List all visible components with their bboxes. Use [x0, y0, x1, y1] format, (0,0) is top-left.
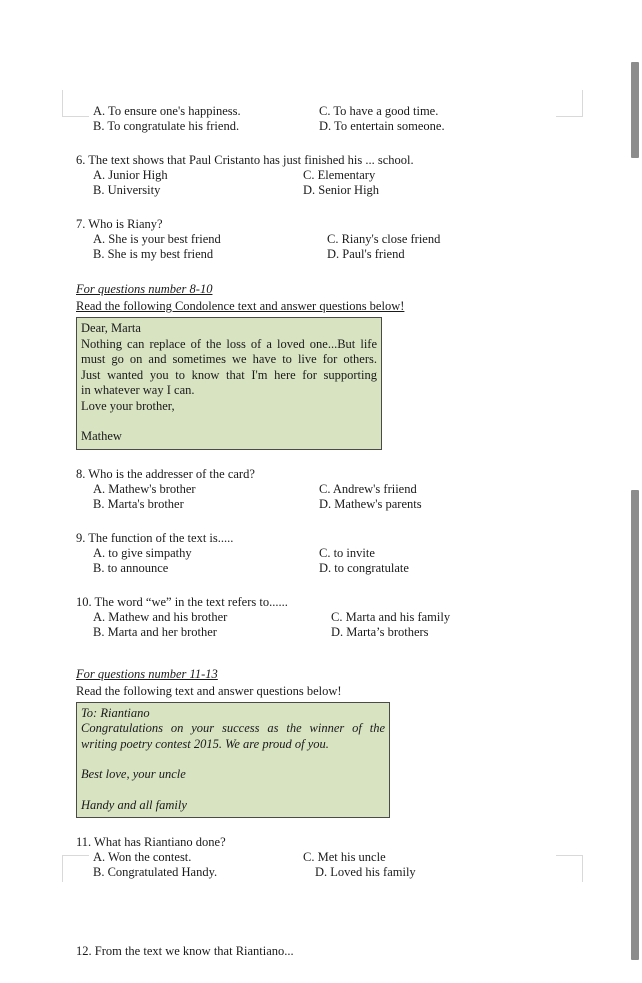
question-10-option-b[interactable]: B. Marta and her brother	[93, 624, 217, 639]
question-7-stem: 7. Who is Riany?	[76, 217, 163, 231]
question-11-block	[76, 835, 556, 880]
question-9-option-c[interactable]: C. to invite	[319, 545, 375, 560]
congratulation-card-blank-line-2	[81, 783, 385, 798]
question-11-option-a[interactable]: A. Won the contest.	[93, 850, 192, 864]
section-8-10-title: For questions number 8-10	[76, 282, 213, 296]
spacer	[76, 136, 556, 153]
congratulation-card-closing: Best love, your uncle	[81, 767, 186, 781]
condolence-card-line-5: in whatever way I can.	[81, 383, 195, 397]
section-11-13-title: For questions number 11-13	[76, 666, 218, 681]
question-12-block	[76, 944, 556, 959]
spacer	[76, 200, 556, 217]
question-9-block	[76, 531, 556, 576]
scrollbar[interactable]	[627, 0, 642, 983]
question-11-options	[76, 850, 556, 880]
question-6-option-c[interactable]: C. Elementary	[303, 168, 376, 182]
document-content	[76, 104, 556, 961]
question-6-option-d[interactable]: D. Senior High	[303, 183, 380, 197]
section-8-10-instruction: Read the following Condolence text and answer questions below!	[76, 299, 405, 313]
question-8-option-d[interactable]: D. Mathew's parents	[319, 496, 422, 511]
question-12-stem: 12. From the text we know that Riantiano...	[76, 944, 294, 958]
scrollbar-thumb-lower[interactable]	[631, 490, 639, 960]
question-9-option-b[interactable]: B. to announce	[93, 560, 169, 575]
question-10-stem: 10. The word “we” in the text refers to......	[76, 594, 288, 609]
question-6-option-b[interactable]: B. University	[93, 183, 161, 197]
question-9-option-d[interactable]: D. to congratulate	[319, 560, 409, 575]
condolence-card-signature: Mathew	[81, 429, 122, 443]
condolence-card	[76, 317, 382, 450]
question-5-option-c[interactable]: C. To have a good time.	[319, 104, 439, 118]
question-11-option-b[interactable]: B. Congratulated Handy.	[93, 865, 218, 879]
condolence-card-line-2: Nothing can replace of the loss of a loved one...But life	[81, 336, 377, 351]
spacer	[76, 578, 556, 595]
section-11-13-instruction: Read the following text and answer questions below!	[76, 683, 342, 698]
question-9-stem: 9. The function of the text is.....	[76, 530, 234, 545]
question-5-option-a[interactable]: A. To ensure one's happiness.	[93, 104, 241, 118]
spacer	[76, 642, 556, 666]
condolence-card-line-6: Love your brother,	[81, 398, 175, 413]
section-11-13-heading	[76, 666, 556, 699]
question-8-stem: 8. Who is the addresser of the card?	[76, 466, 255, 481]
question-7-option-a[interactable]: A. She is your best friend	[93, 232, 221, 246]
question-8-option-c[interactable]: C. Andrew's friiend	[319, 481, 417, 496]
question-10-option-c[interactable]: C. Marta and his family	[331, 609, 451, 624]
congratulation-card-line-2: Congratulations on your success as the winner of the	[81, 721, 385, 735]
question-8-option-a[interactable]: A. Mathew's brother	[93, 481, 196, 496]
condolence-card-line-1: Dear, Marta	[81, 321, 141, 335]
question-7-options	[76, 232, 556, 262]
question-10-option-a[interactable]: A. Mathew and his brother	[93, 609, 228, 624]
crop-mark-top-right	[556, 90, 583, 117]
question-6-option-a[interactable]: A. Junior High	[93, 168, 168, 182]
question-6-stem: 6. The text shows that Paul Cristanto has just finished his ... school.	[76, 153, 414, 167]
spacer	[76, 882, 556, 944]
question-5-option-b[interactable]: B. To congratulate his friend.	[93, 119, 240, 133]
question-11-option-c[interactable]: C. Met his uncle	[303, 850, 386, 864]
question-7-block	[76, 217, 556, 262]
question-10-options	[76, 610, 556, 640]
spacer	[76, 450, 556, 467]
question-9-options	[76, 546, 556, 576]
congratulation-card	[76, 702, 390, 819]
question-7-option-c[interactable]: C. Riany's close friend	[327, 232, 441, 246]
congratulation-card-blank-line-1	[81, 752, 385, 767]
congratulation-card-line-1: To: Riantiano	[81, 705, 150, 720]
condolence-card-line-3: must go on and sometimes we have to live for others.	[81, 352, 377, 366]
question-5-options-block	[76, 104, 556, 134]
question-10-option-d[interactable]: D. Marta’s brothers	[331, 624, 429, 639]
question-11-stem: 11. What has Riantiano done?	[76, 835, 226, 849]
question-8-block	[76, 467, 556, 512]
question-8-options	[76, 482, 556, 512]
question-6-options	[76, 168, 556, 198]
congratulation-card-line-3: writing poetry contest 2015. We are proud of you.	[81, 736, 329, 751]
question-6-block	[76, 153, 556, 198]
crop-mark-bottom-right	[556, 855, 583, 882]
question-9-option-a[interactable]: A. to give simpathy	[93, 545, 192, 560]
question-5-options	[76, 104, 556, 134]
condolence-card-line-4: Just wanted you to know that I'm here for supporting	[81, 367, 377, 382]
congratulation-card-signature: Handy and all family	[81, 797, 187, 812]
spacer	[76, 514, 556, 531]
condolence-card-blank-line	[81, 414, 377, 429]
question-7-option-b[interactable]: B. She is my best friend	[93, 247, 214, 261]
question-8-option-b[interactable]: B. Marta's brother	[93, 496, 184, 511]
spacer	[76, 264, 556, 281]
spacer	[76, 818, 556, 835]
question-5-option-d[interactable]: D. To entertain someone.	[319, 119, 445, 133]
scrollbar-thumb-upper[interactable]	[631, 62, 639, 158]
question-11-option-d[interactable]: D. Loved his family	[315, 865, 416, 879]
question-7-option-d[interactable]: D. Paul's friend	[327, 247, 405, 261]
section-8-10-heading	[76, 281, 556, 314]
question-10-block	[76, 595, 556, 640]
